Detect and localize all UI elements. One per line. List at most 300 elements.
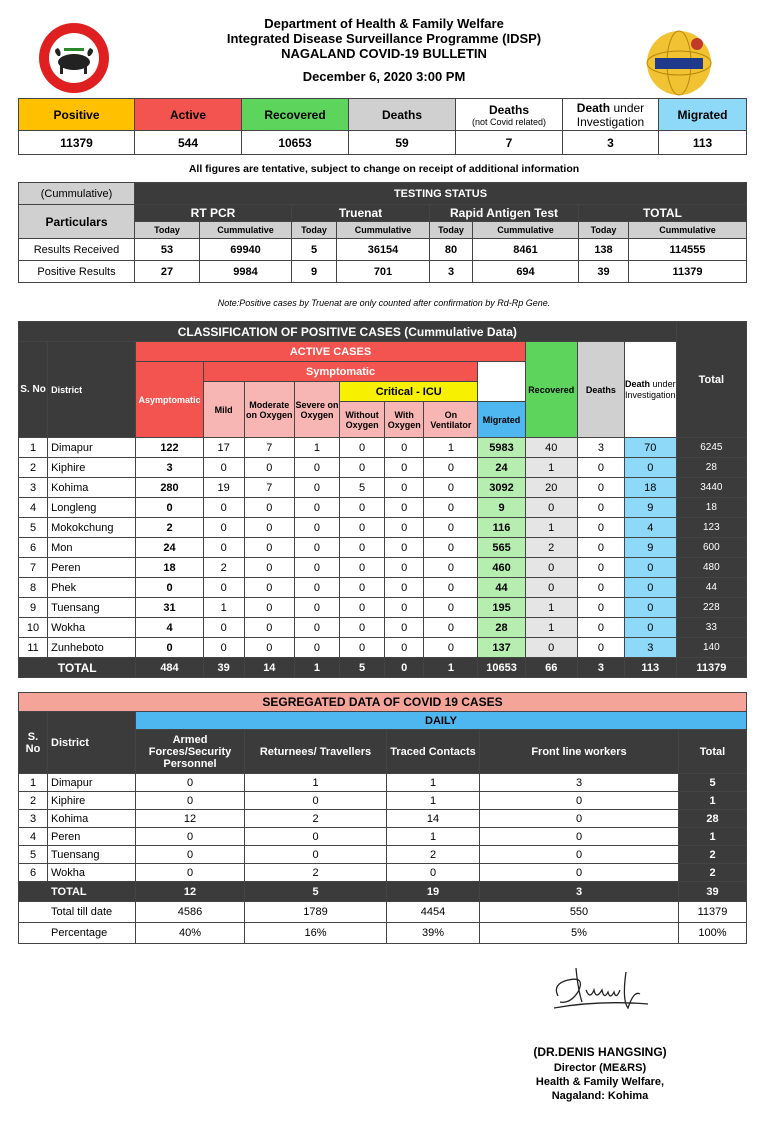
row-district: Mon	[48, 538, 136, 558]
sno-header: S. No	[19, 342, 48, 438]
row-cell: 5983	[478, 438, 525, 458]
row-cell: 0	[244, 458, 294, 478]
signature-block	[490, 1045, 710, 1103]
total-cell: 66	[525, 658, 577, 678]
row-cell: 33	[676, 618, 746, 638]
seg-row-cell: 14	[387, 810, 480, 828]
ventilator-header: On Ventilator	[424, 402, 478, 438]
pct-cell: 16%	[245, 923, 387, 944]
row-cell: 18	[624, 478, 676, 498]
with-oxygen-header: With Oxygen	[385, 402, 424, 438]
row-cell: 140	[676, 638, 746, 658]
row-cell: 17	[203, 438, 244, 458]
group-rapid-antigen: Rapid Antigen Test	[430, 205, 579, 222]
seg-row	[19, 810, 747, 828]
summary-table	[18, 98, 747, 155]
particulars-label: Particulars	[19, 205, 135, 239]
total-cell: 1	[294, 658, 339, 678]
row-cell: 44	[676, 578, 746, 598]
row-cell: 0	[577, 518, 624, 538]
row-sno: 11	[19, 638, 48, 658]
row-cell: 0	[244, 598, 294, 618]
seg-row-cell: 2	[245, 864, 387, 882]
row-cell: 0	[577, 638, 624, 658]
deaths-nc-sub: (not Covid related)	[471, 116, 547, 127]
row-cell: 0	[244, 558, 294, 578]
pct-cell: 5%	[480, 923, 679, 944]
row-cell: 0	[294, 578, 339, 598]
till-cell: 4454	[387, 902, 480, 923]
row-cell: 0	[294, 478, 339, 498]
row-cell: 0	[385, 498, 424, 518]
row-cell: 0	[577, 618, 624, 638]
sub-cumul: Cummulative	[629, 222, 747, 239]
row-cell: 0	[525, 498, 577, 518]
total-cell: 11379	[676, 658, 746, 678]
row-cell: 0	[203, 458, 244, 478]
row-cell: 0	[624, 558, 676, 578]
sub-today: Today	[430, 222, 473, 239]
row-cell: 0	[525, 578, 577, 598]
seg-row-cell: 1	[245, 774, 387, 792]
frontline-header: Front line workers	[480, 730, 679, 774]
deaths-nc-label: Deaths	[488, 102, 529, 117]
row-cell: 0	[424, 478, 478, 498]
row-cell: 0	[136, 578, 203, 598]
total-cell: 113	[624, 658, 676, 678]
row-cell: 0	[624, 578, 676, 598]
total-cell: 10653	[478, 658, 525, 678]
row-cell: 0	[203, 578, 244, 598]
row-cell: 0	[385, 478, 424, 498]
pct-cell: 40%	[136, 923, 245, 944]
till-label: Total till date	[19, 902, 136, 923]
row-cell: 0	[244, 578, 294, 598]
pct-cell: 39%	[387, 923, 480, 944]
seg-row-cell: 0	[480, 846, 679, 864]
row-sno: 1	[19, 438, 48, 458]
seg-row-cell: 3	[480, 774, 679, 792]
seg-row-cell: 0	[480, 792, 679, 810]
row-cell: 0	[203, 498, 244, 518]
row-cell: 0	[294, 518, 339, 538]
total-cell: 3	[577, 658, 624, 678]
recovered-header: Recovered	[242, 99, 349, 131]
row-cell: 0	[340, 438, 385, 458]
death-inv-a: Death	[625, 378, 651, 389]
header-programme: Integrated Disease Surveillance Programme (IDSP)	[226, 31, 542, 46]
seg-row-cell: 12	[136, 810, 245, 828]
asymptomatic-header: Asymptomatic	[136, 362, 203, 438]
row-cell: 0	[244, 538, 294, 558]
seg-total-header: Total	[679, 730, 747, 774]
row-cell: 0	[340, 518, 385, 538]
migrated-header: Migrated	[478, 402, 525, 438]
seg-row-district: Wokha	[48, 864, 136, 882]
row-cell: 0	[203, 538, 244, 558]
seg-row	[19, 792, 747, 810]
seg-row-cell: 2	[679, 846, 747, 864]
row-district: Kiphire	[48, 458, 136, 478]
death-inv-value: 3	[563, 131, 659, 155]
seg-row-sno: 5	[19, 846, 48, 864]
row-cell: 31	[136, 598, 203, 618]
row-cell: 480	[676, 558, 746, 578]
seg-row-sno: 3	[19, 810, 48, 828]
row-cell: 0	[624, 598, 676, 618]
row-cell: 460	[478, 558, 525, 578]
row-cell: 5	[340, 478, 385, 498]
row-cell: 0	[294, 618, 339, 638]
row-cell: 0	[424, 558, 478, 578]
row-cell: 0	[340, 598, 385, 618]
row-district: Dimapur	[48, 438, 136, 458]
row-cell: 0	[424, 618, 478, 638]
seg-row	[19, 774, 747, 792]
seg-total-cell: 19	[387, 882, 480, 902]
testing-row	[19, 239, 747, 261]
cell: 27	[135, 261, 200, 283]
row-cell: 0	[385, 458, 424, 478]
district-row	[19, 518, 747, 538]
total-header: Total	[676, 322, 746, 438]
row-cell: 1	[525, 598, 577, 618]
row-cell: 24	[136, 538, 203, 558]
traced-header: Traced Contacts	[387, 730, 480, 774]
cell: 694	[473, 261, 579, 283]
row-cell: 9	[478, 498, 525, 518]
cell: 69940	[200, 239, 292, 261]
seg-row-cell: 1	[387, 774, 480, 792]
testing-status-title: TESTING STATUS	[135, 183, 747, 205]
row-cell: 0	[340, 458, 385, 478]
row-cell: 0	[136, 638, 203, 658]
cell: 9	[292, 261, 337, 283]
row-cell: 18	[136, 558, 203, 578]
row-sno: 7	[19, 558, 48, 578]
row-cell: 28	[478, 618, 525, 638]
seg-row-cell: 2	[387, 846, 480, 864]
deaths-not-covid-header	[456, 99, 563, 131]
row-sno: 10	[19, 618, 48, 638]
group-rtpcr: RT PCR	[135, 205, 292, 222]
seg-row-cell: 0	[245, 828, 387, 846]
row-cell: 2	[136, 518, 203, 538]
row-cell: 3	[624, 638, 676, 658]
seg-row-cell: 0	[136, 864, 245, 882]
seg-row-cell: 0	[136, 774, 245, 792]
row-cell: 0	[385, 578, 424, 598]
row-cell: 9	[624, 498, 676, 518]
row-cell: 3092	[478, 478, 525, 498]
row-cell: 0	[577, 578, 624, 598]
row-cell: 0	[294, 638, 339, 658]
seg-row-cell: 0	[387, 864, 480, 882]
tentative-note: All figures are tentative, subject to change on receipt of additional information	[188, 163, 580, 175]
cell: 36154	[337, 239, 430, 261]
row-cell: 0	[385, 558, 424, 578]
seg-row-cell: 1	[679, 792, 747, 810]
group-truenat: Truenat	[292, 205, 430, 222]
seg-row-cell: 1	[679, 828, 747, 846]
migrated-value: 113	[659, 131, 747, 155]
row-cell: 2	[203, 558, 244, 578]
district-header: District	[48, 342, 136, 438]
row-cell: 0	[385, 518, 424, 538]
cell: 701	[337, 261, 430, 283]
row-cell: 0	[525, 558, 577, 578]
row-district: Zunheboto	[48, 638, 136, 658]
row-cell: 0	[424, 538, 478, 558]
row-cell: 24	[478, 458, 525, 478]
row-cell: 0	[577, 538, 624, 558]
seg-row-sno: 4	[19, 828, 48, 846]
row-cell: 1	[525, 518, 577, 538]
severe-header: Severe on Oxygen	[294, 382, 339, 438]
seg-row-cell: 0	[245, 846, 387, 864]
seg-row-district: Peren	[48, 828, 136, 846]
row-cell: 44	[478, 578, 525, 598]
row-cell: 0	[424, 598, 478, 618]
seg-row-cell: 0	[136, 828, 245, 846]
cell: 11379	[629, 261, 747, 283]
row-cell: 2	[525, 538, 577, 558]
symptomatic-header: Symptomatic	[203, 362, 478, 382]
row-cell: 0	[385, 598, 424, 618]
cell: 53	[135, 239, 200, 261]
death-inv-b: under	[613, 100, 645, 115]
row-cell: 4	[136, 618, 203, 638]
row-district: Mokokchung	[48, 518, 136, 538]
row-cell: 3440	[676, 478, 746, 498]
seg-sno-header: S. No	[19, 712, 48, 774]
seg-row-sno: 2	[19, 792, 48, 810]
district-row	[19, 578, 747, 598]
row-cell: 3	[136, 458, 203, 478]
moderate-header: Moderate on Oxygen	[244, 382, 294, 438]
deaths-header: Deaths	[577, 342, 624, 438]
row-cell: 20	[525, 478, 577, 498]
district-row	[19, 558, 747, 578]
sub-today: Today	[292, 222, 337, 239]
without-oxygen-header: Without Oxygen	[340, 402, 385, 438]
row-cell: 137	[478, 638, 525, 658]
row-sno: 6	[19, 538, 48, 558]
testing-row	[19, 261, 747, 283]
cell: 3	[430, 261, 473, 283]
till-cell: 4586	[136, 902, 245, 923]
mild-header: Mild	[203, 382, 244, 438]
row-cell: 0	[424, 578, 478, 598]
row-cell: 123	[676, 518, 746, 538]
cell: 138	[579, 239, 629, 261]
critical-icu-header: Critical - ICU	[340, 382, 478, 402]
district-row	[19, 438, 747, 458]
seg-till-row	[19, 902, 747, 923]
row-cell: 0	[424, 458, 478, 478]
district-row	[19, 598, 747, 618]
cell: 39	[579, 261, 629, 283]
row-cell: 600	[676, 538, 746, 558]
signatory-title: Director (ME&RS)	[553, 1062, 647, 1074]
row-cell: 195	[478, 598, 525, 618]
row-cell: 0	[424, 518, 478, 538]
row-cell: 0	[203, 638, 244, 658]
active-header: Active	[135, 99, 242, 131]
row-cell: 0	[577, 598, 624, 618]
segregated-table	[18, 692, 747, 944]
row-cell: 1	[294, 438, 339, 458]
seg-total-cell: 3	[480, 882, 679, 902]
row-cell: 0	[203, 618, 244, 638]
pct-label: Percentage	[19, 923, 136, 944]
returnees-header: Returnees/ Travellers	[245, 730, 387, 774]
total-cell: 0	[385, 658, 424, 678]
idsp-globe-icon	[643, 28, 715, 98]
total-cell: 39	[203, 658, 244, 678]
sub-cumul: Cummulative	[473, 222, 579, 239]
seg-row-district: Kiphire	[48, 792, 136, 810]
till-cell: 550	[480, 902, 679, 923]
row-cell: 40	[525, 438, 577, 458]
seg-total-label: TOTAL	[19, 882, 136, 902]
row-cell: 0	[340, 578, 385, 598]
row-cell: 3	[577, 438, 624, 458]
row-cell: 0	[525, 638, 577, 658]
testing-status-table	[18, 182, 747, 283]
seg-row-cell: 2	[245, 810, 387, 828]
seg-row-district: Dimapur	[48, 774, 136, 792]
row-cell: 0	[340, 638, 385, 658]
row-cell: 18	[676, 498, 746, 518]
district-row	[19, 478, 747, 498]
seg-row-district: Kohima	[48, 810, 136, 828]
row-cell: 0	[624, 458, 676, 478]
row-cell: 0	[244, 638, 294, 658]
row-cell: 0	[624, 618, 676, 638]
row-cell: 70	[624, 438, 676, 458]
death-inv-c: Investigation	[576, 114, 645, 129]
row-district: Kohima	[48, 478, 136, 498]
row-cell: 280	[136, 478, 203, 498]
row-district: Wokha	[48, 618, 136, 638]
seg-row-cell: 0	[480, 864, 679, 882]
row-cell: 0	[577, 478, 624, 498]
classification-body	[19, 438, 747, 658]
row-sno: 5	[19, 518, 48, 538]
row-cell: 565	[478, 538, 525, 558]
row-cell: 0	[577, 498, 624, 518]
row-cell: 0	[577, 458, 624, 478]
seg-row-cell: 0	[480, 828, 679, 846]
row-cell: 0	[385, 438, 424, 458]
row-sno: 2	[19, 458, 48, 478]
row-sno: 4	[19, 498, 48, 518]
row-cell: 28	[676, 458, 746, 478]
row-cell: 0	[424, 498, 478, 518]
seg-row-cell: 5	[679, 774, 747, 792]
classification-total-row	[19, 658, 747, 678]
sub-cumul: Cummulative	[200, 222, 292, 239]
segregated-body	[19, 774, 747, 882]
row-cell: 0	[294, 498, 339, 518]
row-district: Tuensang	[48, 598, 136, 618]
armed-header: Armed Forces/Security Personnel	[136, 730, 245, 774]
row-cell: 122	[136, 438, 203, 458]
seg-row-cell: 28	[679, 810, 747, 828]
active-cases-header: ACTIVE CASES	[136, 342, 525, 362]
active-value: 544	[135, 131, 242, 155]
deaths-header: Deaths	[349, 99, 456, 131]
district-row	[19, 638, 747, 658]
cell: 5	[292, 239, 337, 261]
handwritten-signature	[548, 960, 668, 1020]
seg-row	[19, 846, 747, 864]
row-cell: 0	[385, 618, 424, 638]
row-cell: 19	[203, 478, 244, 498]
total-label: TOTAL	[19, 658, 136, 678]
row-cell: 0	[136, 498, 203, 518]
row-cell: 228	[676, 598, 746, 618]
seg-row-sno: 1	[19, 774, 48, 792]
death-inv-a: Death	[576, 100, 611, 115]
row-district: Peren	[48, 558, 136, 578]
migrated-header: Migrated	[659, 99, 747, 131]
positive-value: 11379	[19, 131, 135, 155]
total-cell: 1	[424, 658, 478, 678]
row-cell: 0	[340, 538, 385, 558]
row-cell: 1	[525, 618, 577, 638]
cell: 8461	[473, 239, 579, 261]
seg-row-cell: 1	[387, 828, 480, 846]
seg-row-cell: 0	[136, 846, 245, 864]
till-cell: 11379	[679, 902, 747, 923]
death-inv-b: under Investigation	[625, 378, 676, 400]
signatory-place: Nagaland: Kohima	[551, 1090, 649, 1102]
daily-header: DAILY	[136, 712, 747, 730]
recovered-value: 10653	[242, 131, 349, 155]
seg-total-cell: 5	[245, 882, 387, 902]
row-cell: 0	[294, 558, 339, 578]
seg-row-cell: 0	[480, 810, 679, 828]
death-investigation-header	[563, 99, 659, 131]
row-label: Positive Results	[19, 261, 135, 283]
row-cell: 0	[340, 558, 385, 578]
row-district: Phek	[48, 578, 136, 598]
row-cell: 0	[244, 498, 294, 518]
seg-row-cell: 2	[679, 864, 747, 882]
row-cell: 0	[294, 538, 339, 558]
seg-row-cell: 0	[245, 792, 387, 810]
bulletin-date: December 6, 2020 3:00 PM	[302, 69, 466, 84]
segregated-title: SEGREGATED DATA OF COVID 19 CASES	[19, 693, 747, 712]
death-inv-header	[624, 342, 676, 438]
seg-row-district: Tuensang	[48, 846, 136, 864]
row-cell: 1	[525, 458, 577, 478]
cell: 9984	[200, 261, 292, 283]
cell: 80	[430, 239, 473, 261]
row-cell: 1	[203, 598, 244, 618]
seg-row-cell: 1	[387, 792, 480, 810]
pct-cell: 100%	[679, 923, 747, 944]
row-cell: 0	[244, 518, 294, 538]
row-cell: 0	[294, 598, 339, 618]
deaths-nc-value: 7	[456, 131, 563, 155]
total-cell: 5	[340, 658, 385, 678]
district-row	[19, 618, 747, 638]
row-sno: 3	[19, 478, 48, 498]
sub-today: Today	[579, 222, 629, 239]
